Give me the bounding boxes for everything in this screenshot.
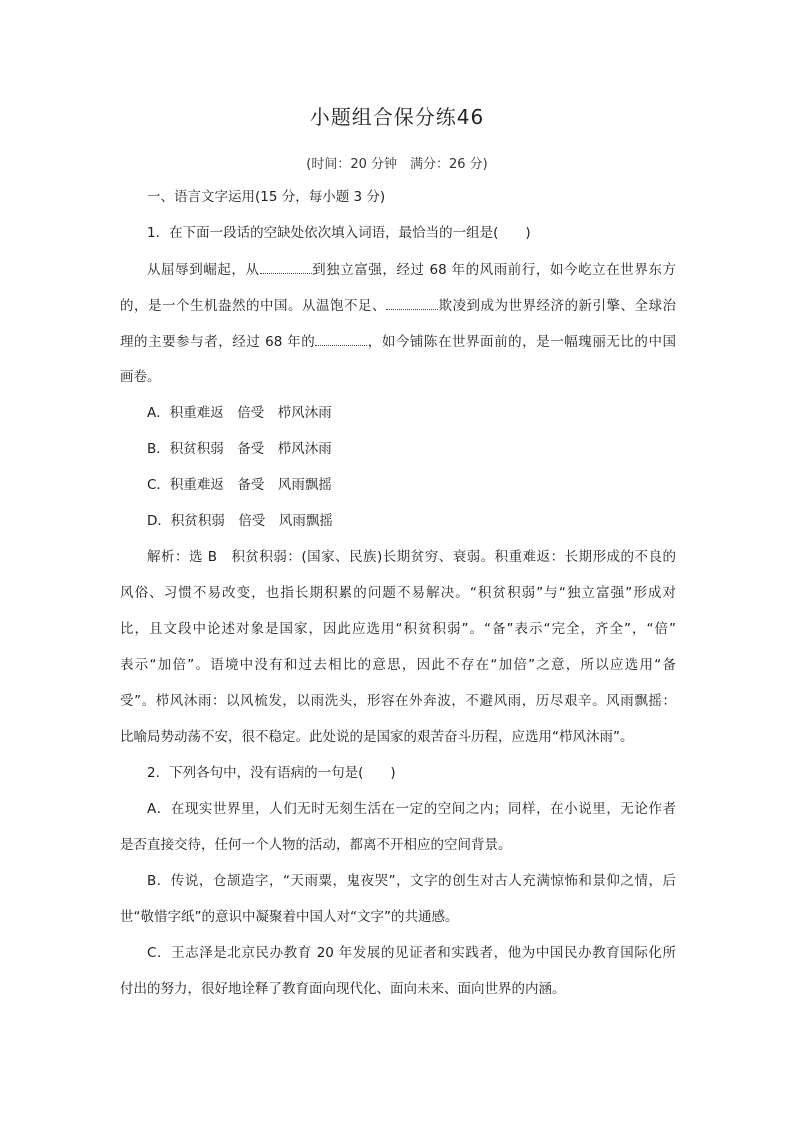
analysis-line: 比喻局势动荡不安，很不稳定。此处说的是国家的艰苦奋斗历程，应选用“栉风沐雨”。	[120, 729, 634, 745]
analysis-line: 表示“加倍”。语境中没有和过去相比的意思，因此不存在“加倍”之意，所以应选用“备	[120, 657, 676, 673]
passage-line-4: 画卷。	[120, 369, 161, 385]
passage-line-1: 从屈辱到崛起，从 到独立富强，经过 68 年的风雨前行，如今屹立在世界东方	[147, 262, 676, 278]
q2-option-b-cont: 世“敬惜字纸”的意识中凝聚着中国人对“文字”的共通感。	[120, 909, 459, 925]
fill-blank-1	[260, 260, 312, 274]
passage-line-3: 理的主要参与者，经过 68 年的 ，如今铺陈在世界面前的，是一幅瑰丽无比的中国	[120, 334, 677, 350]
analysis-line: 比，且文段中论述对象是国家，因此应选用“积贫积弱”。“备”表示“完全，齐全”，“倍”	[120, 621, 676, 637]
q2-option-b: B．传说，仓颉造字，“天雨粟，鬼夜哭”，文字的创生对古人充满惊怖和景仰之情，后	[147, 873, 676, 889]
q1-option-c: C．积重难返 备受 风雨飘摇	[147, 477, 332, 493]
fill-blank-2	[386, 296, 438, 310]
passage-line-2: 的，是一个生机盎然的中国。从温饱不足、 欺凌到成为世界经济的新引擎、全球治	[120, 298, 676, 314]
q2-option-c: C．王志泽是北京民办教育 20 年发展的见证者和实践者，他为中国民办教育国际化所	[147, 945, 676, 961]
question-2-stem: 2．下列各句中，没有语病的一句是( )	[147, 765, 396, 781]
q1-option-b: B．积贫积弱 备受 栉风沐雨	[147, 441, 332, 457]
page-title: 小题组合保分练46	[309, 105, 485, 129]
section-heading: 一、语言文字运用(15 分，每小题 3 分)	[147, 189, 386, 205]
analysis-line: 受”。栉风沐雨：以风梳发，以雨洗头，形容在外奔波，不避风雨，历尽艰辛。风雨飘摇：	[120, 693, 676, 709]
time-score-info: (时间：20 分钟 满分：26 分)	[306, 157, 488, 172]
q2-option-a-cont: 是否直接交待，任何一个人物的活动，都离不开相应的空间背景。	[120, 837, 512, 853]
q2-option-c-cont: 付出的努力，很好地诠释了教育面向现代化、面向未来、面向世界的内涵。	[120, 981, 566, 997]
fill-blank-3	[315, 332, 367, 346]
q2-option-a: A．在现实世界里，人们无时无刻生活在一定的空间之内；同样，在小说里，无论作者	[147, 801, 676, 817]
question-1-stem: 1．在下面一段话的空缺处依次填入词语，最恰当的一组是( )	[147, 225, 531, 241]
q1-option-d: D．积贫积弱 倍受 风雨飘摇	[147, 513, 333, 529]
q1-option-a: A．积重难返 倍受 栉风沐雨	[147, 405, 332, 421]
analysis-line: 风俗、习惯不易改变，也指长期积累的问题不易解决。“积贫积弱”与“独立富强”形成对	[120, 585, 676, 601]
analysis-line: 解析：选 B 积贫积弱：(国家、民族)长期贫穷、衰弱。积重难返：长期形成的不良的	[147, 549, 676, 565]
